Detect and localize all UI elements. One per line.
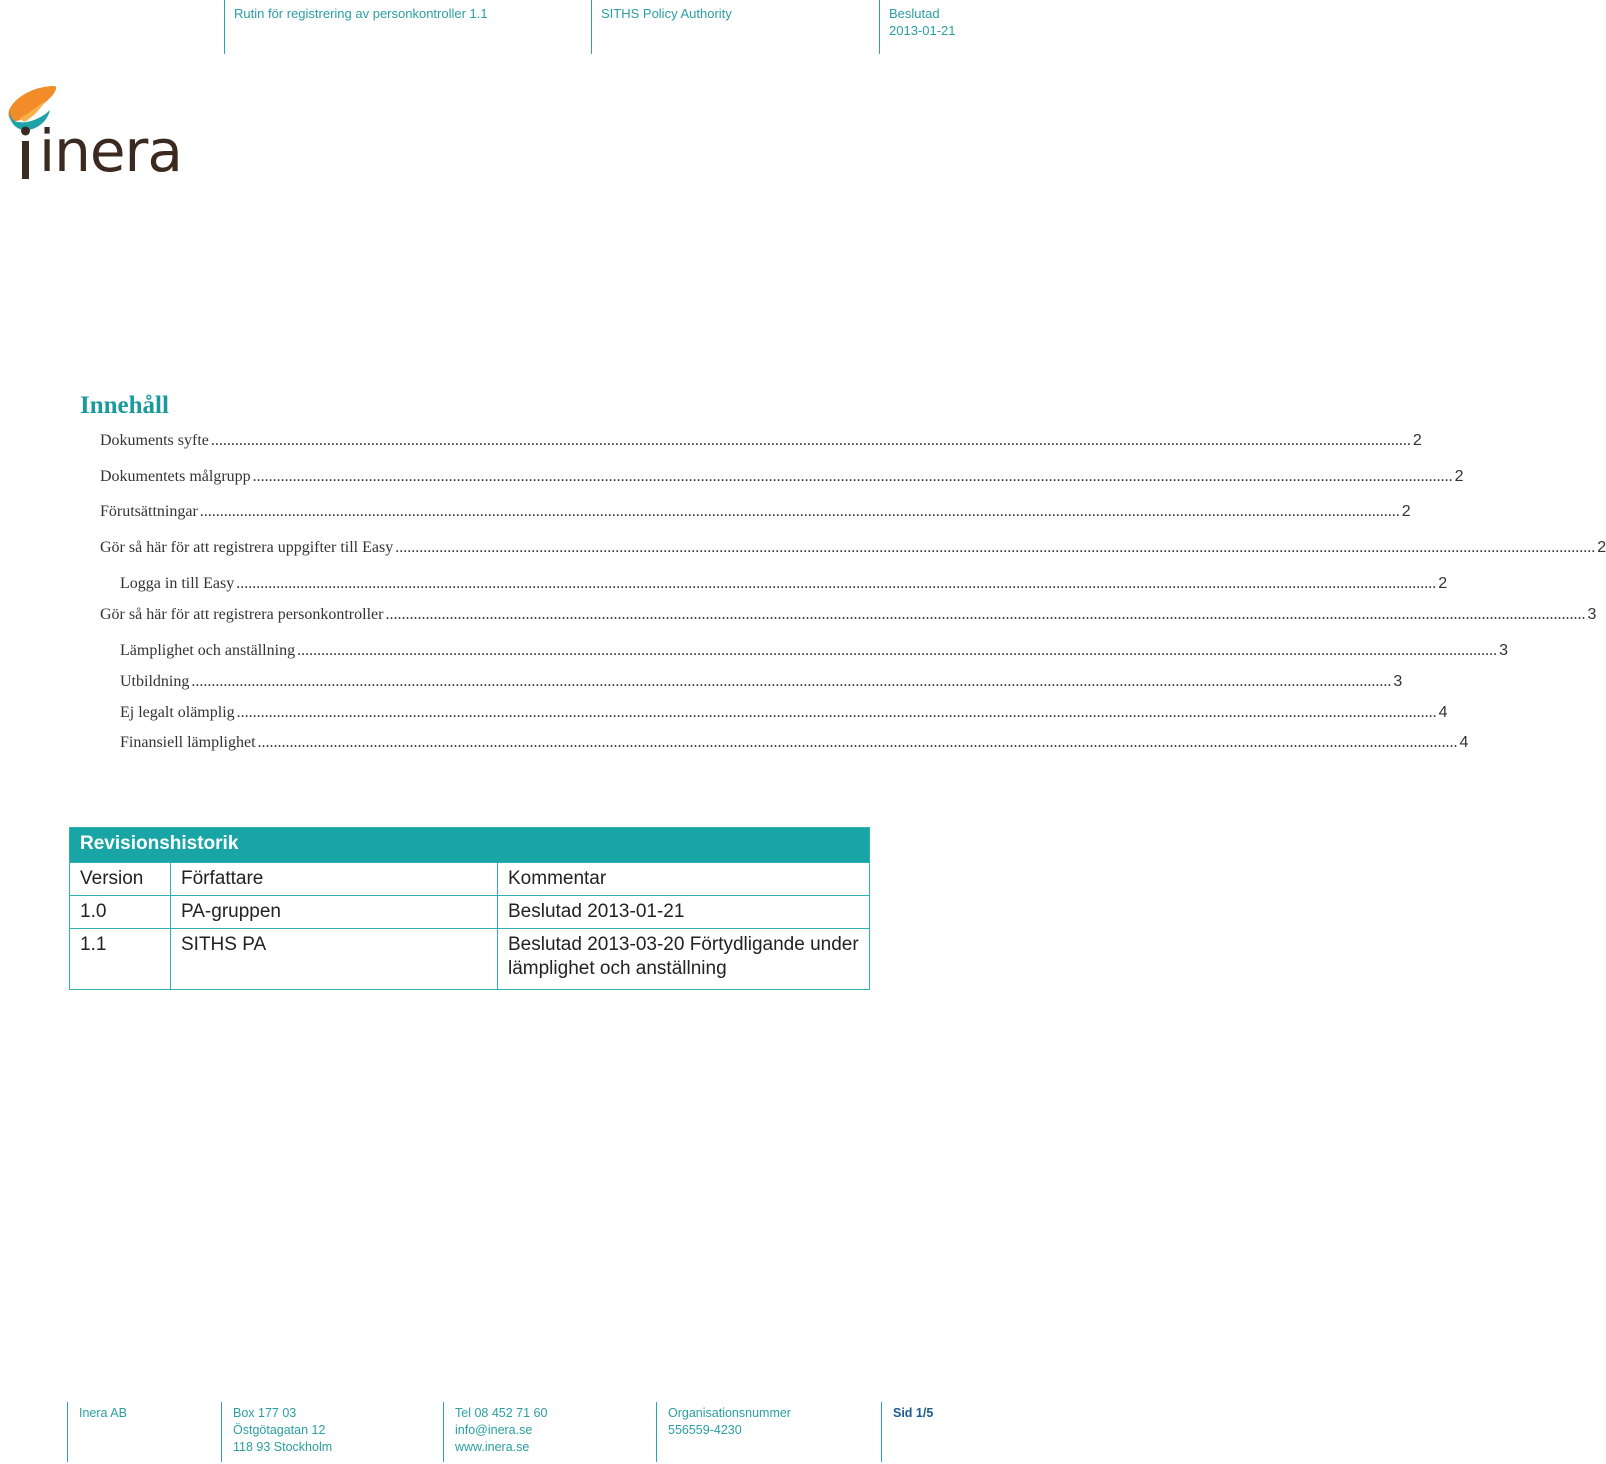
status: Beslutad	[889, 6, 940, 21]
toc-leader-dots: ............................................................................................................................................................................................................................................................................................................	[236, 704, 1437, 721]
phone: Tel 08 452 71 60	[455, 1406, 548, 1420]
toc-item-page: 4	[1438, 704, 1448, 721]
toc-item-page: 2	[1597, 539, 1606, 556]
toc-item-page: 3	[1499, 642, 1508, 659]
toc-leader-dots: ............................................................................................................................................................................................................................................................................................................	[252, 468, 1453, 485]
toc-item-label: Ej legalt olämplig	[120, 704, 235, 721]
footer-address	[221, 1402, 442, 1462]
toc-item-label: Förutsättningar	[100, 503, 198, 520]
toc-item-label: Utbildning	[120, 673, 190, 690]
revision-table	[69, 827, 870, 990]
toc-item-label: Dokuments syfte	[100, 432, 209, 449]
cell-comment: Beslutad 2013-01-21	[498, 896, 870, 929]
col-comment: Kommentar	[498, 863, 870, 896]
address-line: Box 177 03	[233, 1406, 297, 1420]
org-label: Organisationsnummer	[668, 1406, 791, 1420]
col-author: Författare	[171, 863, 498, 896]
toc-leader-dots: ............................................................................................................................................................................................................................................................................................................	[191, 673, 1392, 690]
toc-item[interactable]	[120, 573, 1448, 593]
toc-item-page: 2	[1438, 575, 1448, 592]
toc-item-page: 2	[1401, 503, 1411, 520]
header-authority	[591, 0, 878, 54]
toc-item-label: Gör så här för att registrera personkontroller	[100, 606, 384, 623]
address-line: 118 93 Stockholm	[233, 1440, 333, 1454]
toc-item[interactable]	[100, 466, 1464, 486]
toc-item-label: Gör så här för att registrera uppgifter till Easy	[100, 539, 394, 556]
toc-item[interactable]	[120, 732, 1469, 752]
company: Inera AB	[79, 1406, 127, 1420]
footer-company	[67, 1402, 220, 1462]
toc-item[interactable]	[100, 537, 1606, 557]
table-row	[70, 929, 870, 990]
toc-item[interactable]	[120, 640, 1508, 660]
toc-item-page: 2	[1412, 432, 1422, 449]
toc-item-label: Lämplighet och anställning	[120, 642, 296, 659]
cell-author: SITHS PA	[171, 929, 498, 990]
header-doc-title	[224, 0, 590, 54]
toc-item[interactable]	[100, 604, 1597, 624]
toc-item[interactable]	[120, 702, 1448, 722]
toc-item[interactable]	[100, 430, 1422, 450]
toc-leader-dots: ............................................................................................................................................................................................................................................................................................................	[236, 575, 1437, 592]
toc-leader-dots: ............................................................................................................................................................................................................................................................................................................	[210, 432, 1411, 449]
toc-leader-dots: ............................................................................................................................................................................................................................................................................................................	[257, 734, 1458, 751]
footer-page	[881, 1402, 960, 1462]
page-number: Sid 1/5	[893, 1406, 934, 1420]
revision-title: Revisionshistorik	[70, 828, 870, 863]
header-status	[879, 0, 960, 54]
website-link[interactable]: www.inera.se	[455, 1440, 530, 1454]
toc-leader-dots: ............................................................................................................................................................................................................................................................................................................	[395, 539, 1596, 556]
footer-contact	[443, 1402, 655, 1462]
toc-item-label: Logga in till Easy	[120, 575, 235, 592]
cell-author: PA-gruppen	[171, 896, 498, 929]
cell-comment: Beslutad 2013-03-20 Förtydligande under lämplighet och anställning	[498, 929, 870, 990]
toc-title: Innehåll	[80, 392, 169, 419]
address-line: Östgötagatan 12	[233, 1423, 326, 1437]
toc-item-page: 2	[1454, 468, 1464, 485]
toc-leader-dots: ............................................................................................................................................................................................................................................................................................................	[199, 503, 1400, 520]
toc-leader-dots: ............................................................................................................................................................................................................................................................................................................	[297, 642, 1498, 659]
authority: SITHS Policy Authority	[601, 6, 732, 21]
cell-version: 1.0	[70, 896, 171, 929]
toc-leader-dots: ............................................................................................................................................................................................................................................................................................................	[385, 606, 1586, 623]
inera-logo	[6, 84, 182, 185]
org-number: 556559-4230	[668, 1423, 742, 1437]
toc-item-page: 3	[1393, 673, 1403, 690]
email-link[interactable]: info@inera.se	[455, 1423, 533, 1437]
toc-item-label: Dokumentets målgrupp	[100, 468, 251, 485]
date: 2013-01-21	[889, 23, 956, 38]
toc-item-page: 3	[1587, 606, 1597, 623]
toc-item[interactable]	[120, 671, 1403, 691]
revision-header-row	[70, 863, 870, 896]
doc-title: Rutin för registrering av personkontroller 1.1	[234, 6, 488, 21]
toc-item-page: 4	[1459, 734, 1469, 751]
col-version: Version	[70, 863, 171, 896]
footer-org	[656, 1402, 880, 1462]
table-row	[70, 896, 870, 929]
toc-item[interactable]	[100, 501, 1411, 521]
logo-text: inera	[39, 117, 182, 185]
toc-item-label: Finansiell lämplighet	[120, 734, 256, 751]
cell-version: 1.1	[70, 929, 171, 990]
